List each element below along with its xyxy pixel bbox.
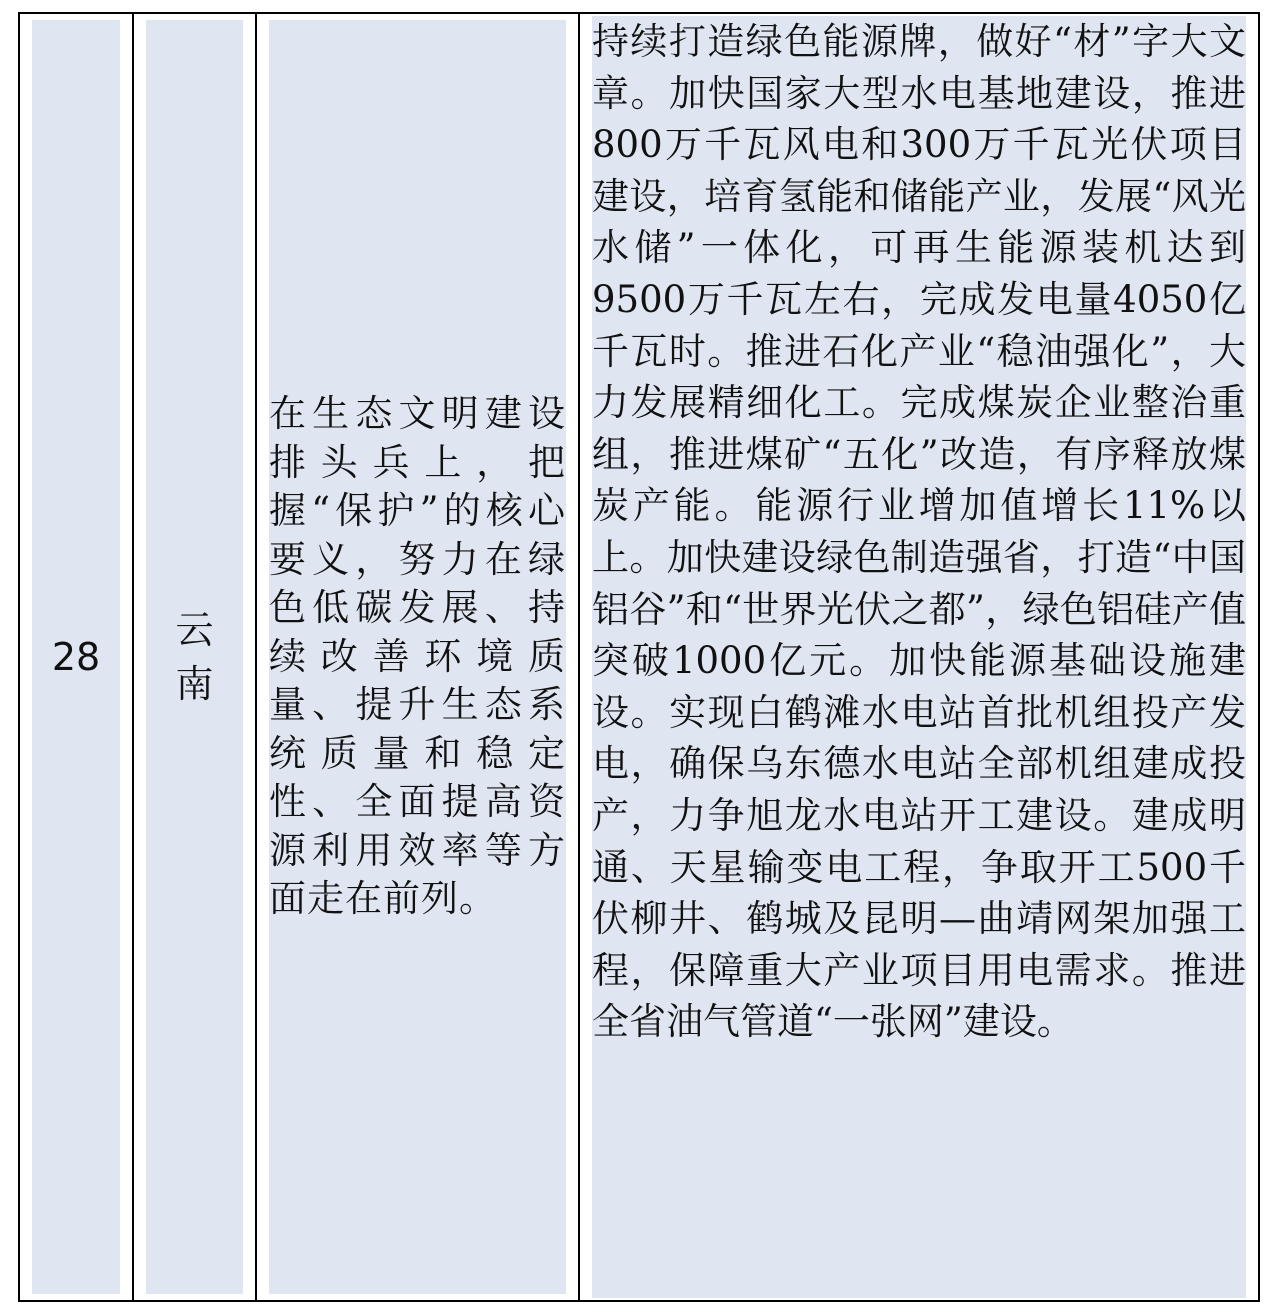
province-name: 云南 <box>175 608 214 706</box>
tasks-text: 持续打造绿色能源牌，做好“材”字大文章。加快国家大型水电基地建设，推进800万千瓦风电和300万千瓦光伏项目建设，培育氢能和储能产业，发展“风光水储”一体化，可再生能源装机达到9500万千瓦左右，完成发电量4050亿千瓦时。推进石化产业“稳油强化”，大力发展精细化工。完成煤炭企业整治重组，推进煤矿“五化”改造，有序释放煤炭产能。能源行业增加值增长11%以上。加快建设绿色制造强省，打造“中国铝谷”和“世界光伏之都”，绿色铝硅产值突破1000亿元。加快能源基础设施建设。实现白鹤滩水电站首批机组投产发电，确保乌东德水电站全部机组建成投产，力争旭龙水电站开工建设。建成明通、天星输变电工程，争取开工500千伏柳井、鹤城及昆明—曲靖网架加强工程，保障重大产业项目用电需求。推进全省油气管道“一张网”建设。 <box>592 20 1246 1044</box>
goal-text: 在生态文明建设排头兵上，把握“保护”的核心要义，努力在绿色低碳发展、持续改善环境质量、提升生态系统质量和稳定性、全面提高资源利用效率等方面走在前列。 <box>269 392 566 921</box>
province-highlight <box>146 20 243 1294</box>
tasks-cell <box>580 14 1258 1300</box>
table-row <box>18 12 1260 1302</box>
row-number: 28 <box>51 635 101 679</box>
row-number-highlight <box>32 20 120 1294</box>
row-number-cell <box>20 14 134 1300</box>
goal-highlight <box>269 20 566 1294</box>
goal-cell <box>257 14 580 1300</box>
tasks-highlight <box>592 16 1246 1298</box>
province-cell <box>134 14 257 1300</box>
